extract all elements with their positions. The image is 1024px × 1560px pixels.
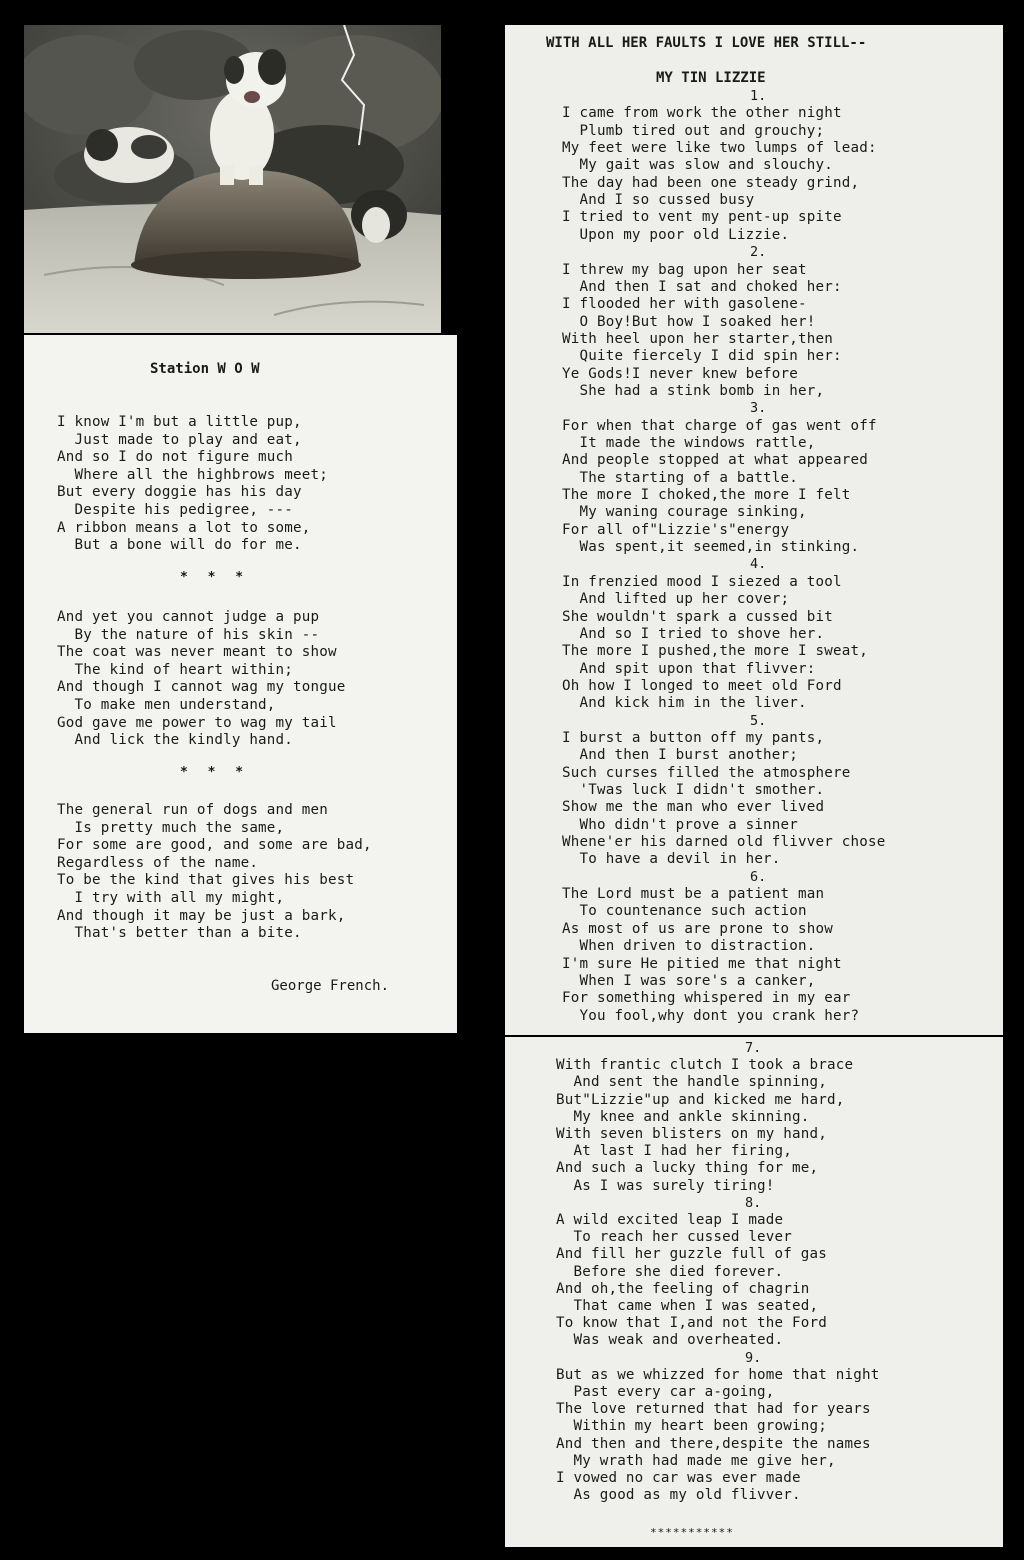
poem-line: And though it may be just a bark, [57, 907, 346, 924]
poem-line: The kind of heart within; [57, 661, 294, 678]
poem-line: With frantic clutch I took a brace [556, 1057, 854, 1074]
poem-line: I know I'm but a little pup, [57, 414, 302, 430]
poem-line: I came from work the other night [562, 105, 842, 122]
poem-line: Past every car a-going, [556, 1384, 775, 1400]
poem-line: That's better than a bite. [57, 925, 302, 942]
poem-line: 'Twas luck I didn't smother. [562, 782, 825, 798]
poem-line: The starting of a battle. [562, 469, 799, 486]
poem-line: And such a lucky thing for me, [556, 1160, 819, 1177]
stanza-number: 5. [750, 712, 767, 729]
poem-line: Regardless of the name. [57, 854, 259, 871]
stanza-number: 1. [750, 88, 767, 104]
puppy-photo [24, 25, 441, 333]
poem-line: And lifted up her cover; [562, 591, 790, 608]
poem-line: And yet you cannot judge a pup [57, 609, 320, 625]
poem-line: Was weak and overheated. [556, 1332, 784, 1349]
poem-heading: WITH ALL HER FAULTS I LOVE HER STILL-- [546, 35, 867, 51]
poem-line: She had a stink bomb in her, [562, 382, 825, 399]
poem-line: I burst a button off my pants, [562, 729, 825, 746]
poem-line: O Boy!But how I soaked her! [562, 313, 816, 330]
poem-line: But"Lizzie"up and kicked me hard, [556, 1091, 845, 1108]
poem-line: A wild excited leap I made [556, 1212, 784, 1228]
poem-line: My knee and ankle skinning. [556, 1108, 810, 1125]
poem-line: The coat was never meant to show [57, 644, 337, 661]
poem-line: And oh,the feeling of chagrin [556, 1280, 810, 1297]
poem-line: Where all the highbrows meet; [57, 466, 328, 483]
poem-line: As I was surely tiring! [556, 1177, 775, 1194]
poem-line: The more I choked,the more I felt [562, 487, 851, 504]
end-mark: *********** [650, 1526, 734, 1539]
poem-line: I try with all my might, [57, 890, 285, 906]
stanza-separator: * * * [180, 570, 250, 585]
poem-line: And sent the handle spinning, [556, 1074, 827, 1091]
poem-line: She wouldn't spark a cussed bit [562, 608, 833, 625]
poem-line: At last I had her firing, [556, 1143, 793, 1160]
poem-line: And fill her guzzle full of gas [556, 1246, 827, 1263]
poem-line: A ribbon means a lot to some, [57, 519, 311, 536]
poem-line: And then I sat and choked her: [562, 278, 842, 295]
poem-title: MY TIN LIZZIE [656, 70, 766, 86]
poem-line: My feet were like two lumps of lead: [562, 140, 877, 157]
stanza-number: 8. [745, 1194, 762, 1211]
stanza-number: 2. [750, 244, 767, 261]
poem-line: I threw my bag upon her seat [562, 261, 807, 278]
poem-line: And kick him in the liver. [562, 695, 807, 712]
poem-line: And though I cannot wag my tongue [57, 679, 346, 696]
poem-line: That came when I was seated, [556, 1298, 819, 1314]
poem-line: To countenance such action [562, 903, 807, 920]
poem-line: God gave me power to wag my tail [57, 714, 337, 731]
poem-line: When driven to distraction. [562, 938, 816, 955]
poem-line: My gait was slow and slouchy. [562, 157, 833, 174]
poem-line: And then I burst another; [562, 747, 799, 764]
poem-line: To know that I,and not the Ford [556, 1315, 827, 1332]
poem-line: Before she died forever. [556, 1263, 784, 1280]
poem-line: In frenzied mood I siezed a tool [562, 573, 842, 590]
poem-line: Such curses filled the atmosphere [562, 764, 851, 781]
poem-line: To have a devil in her. [562, 851, 781, 868]
poem-line: And so I do not figure much [57, 449, 294, 466]
poem-line: You fool,why dont you crank her? [562, 1007, 860, 1024]
poem-line: For when that charge of gas went off [562, 417, 877, 434]
poem-line: And people stopped at what appeared [562, 452, 868, 469]
poem-line: By the nature of his skin -- [57, 626, 320, 643]
poem-line: The more I pushed,the more I sweat, [562, 643, 868, 660]
poem-line: Just made to play and eat, [57, 431, 302, 448]
poem-line: For something whispered in my ear [562, 990, 851, 1007]
poem-line: My waning courage sinking, [562, 504, 807, 521]
poem-line: It made the windows rattle, [562, 435, 816, 451]
poem-line: Oh how I longed to meet old Ford [562, 677, 842, 694]
poem-line: And lick the kindly hand. [57, 732, 294, 749]
poem-line: I'm sure He pitied me that night [562, 955, 842, 972]
poem-line: I flooded her with gasolene- [562, 296, 807, 313]
stanza-number: 4. [750, 556, 767, 573]
poem-line: The general run of dogs and men [57, 802, 328, 818]
poem-line: The day had been one steady grind, [562, 174, 860, 191]
poem-signature: George French. [271, 978, 390, 994]
poem-line: And I so cussed busy [562, 192, 755, 209]
puppy-photo-illustration [24, 25, 441, 333]
poem-line: I vowed no car was ever made [556, 1470, 801, 1486]
poem-line: But every doggie has his day [57, 484, 302, 501]
poem-line: With heel upon her starter,then [562, 330, 833, 347]
stanza-number: 6. [750, 868, 767, 885]
poem-line: Is pretty much the same, [57, 819, 285, 836]
poem-line: The love returned that had for years [556, 1401, 871, 1418]
poem-line: And spit upon that flivver: [562, 660, 816, 677]
poem-title: Station W O W [150, 361, 260, 377]
poem-line: For some are good, and some are bad, [57, 837, 372, 854]
stanza-number: 9. [745, 1349, 762, 1366]
poem-line: To be the kind that gives his best [57, 872, 355, 889]
poem-line: Whene'er his darned old flivver chose [562, 834, 886, 851]
poem-line: And then and there,despite the names [556, 1435, 871, 1452]
poem-line: Upon my poor old Lizzie. [562, 226, 790, 243]
poem-line: Plumb tired out and grouchy; [562, 122, 825, 139]
poem-line: To reach her cussed lever [556, 1229, 793, 1246]
poem-line: Within my heart been growing; [556, 1418, 827, 1435]
poem-line: My wrath had made me give her, [556, 1452, 836, 1469]
poem-line: Ye Gods!I never knew before [562, 365, 799, 382]
poem-line: And so I tried to shove her. [562, 625, 825, 642]
poem-line: The Lord must be a patient man [562, 886, 825, 903]
stanza-number: 7. [745, 1040, 762, 1056]
stanza-number: 3. [750, 400, 767, 417]
poem-line: With seven blisters on my hand, [556, 1126, 827, 1142]
poem-line: But as we whizzed for home that night [556, 1366, 880, 1383]
poem-line: But a bone will do for me. [57, 537, 302, 554]
poem-line: Quite fiercely I did spin her: [562, 348, 842, 365]
poem-line: Despite his pedigree, --- [57, 502, 294, 518]
poem-line: Who didn't prove a sinner [562, 816, 799, 833]
poem-line: When I was sore's a canker, [562, 972, 816, 989]
poem-line: Was spent,it seemed,in stinking. [562, 539, 860, 556]
poem-line: As most of us are prone to show [562, 920, 833, 937]
poem-line: Show me the man who ever lived [562, 799, 825, 816]
poem-line: To make men understand, [57, 697, 276, 713]
poem-line: I tried to vent my pent-up spite [562, 209, 842, 226]
poem-line: For all of"Lizzie's"energy [562, 521, 790, 538]
stanza-separator: * * * [180, 765, 250, 780]
poem-line: As good as my old flivver. [556, 1487, 801, 1504]
